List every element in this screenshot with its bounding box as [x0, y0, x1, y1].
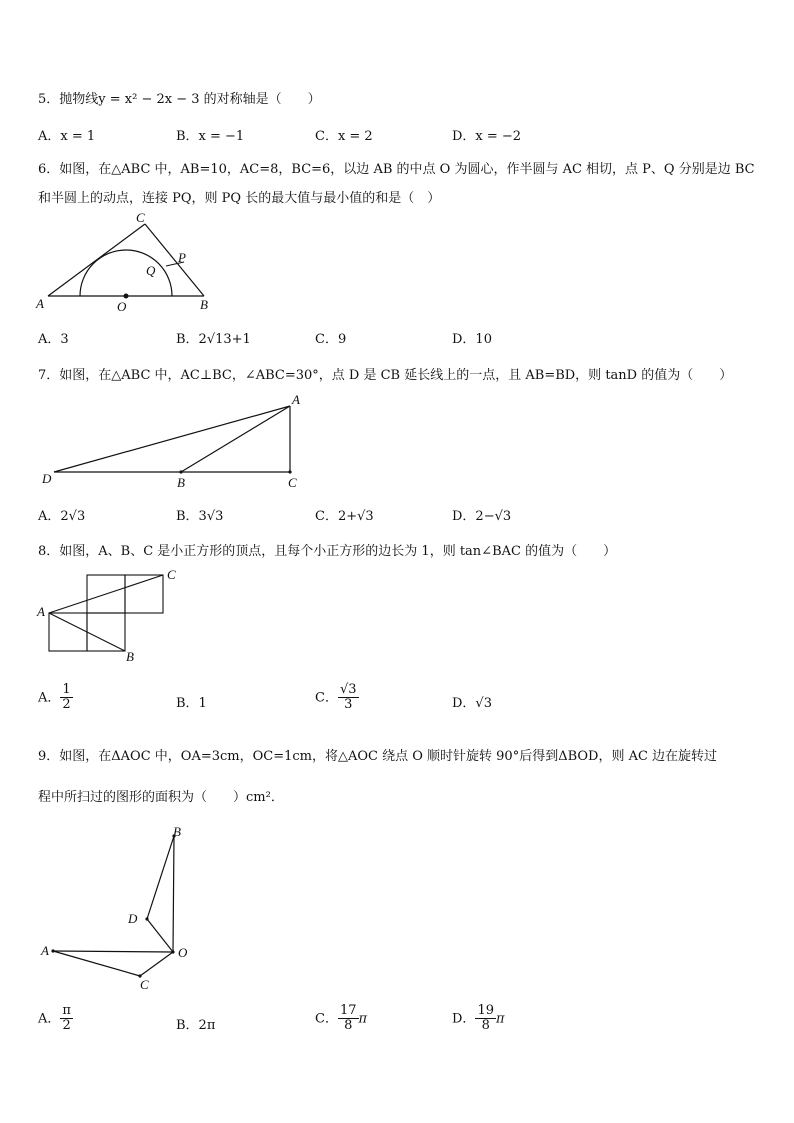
q9-segment-db — [147, 836, 174, 919]
q9-label-a: A — [41, 943, 49, 958]
q9-label-d: D — [128, 911, 138, 926]
q7-figure — [36, 392, 316, 492]
q7-option-d[interactable]: D．2−√3 — [452, 509, 512, 524]
q6-option-a[interactable]: A．3 — [38, 332, 69, 347]
q9-label-b: B — [173, 824, 181, 839]
q9-segment-co — [140, 952, 173, 976]
q9-option-b[interactable]: B．2π — [176, 1018, 216, 1033]
q8-option-c-fraction: $\frac{√3}{3}$ — [339, 682, 357, 713]
q6-option-b[interactable]: B．2√13+1 — [176, 332, 251, 347]
q6-figure — [30, 210, 230, 315]
q5-option-a[interactable]: A．x = 1 — [38, 129, 96, 144]
q7-option-b[interactable]: B．3√3 — [176, 509, 224, 524]
q9-label-c: C — [140, 977, 149, 992]
q9-stem-line1: 9．如图，在ΔAOC 中，OA=3cm，OC=1cm，将△AOC 绕点 O 顺时针旋转 90°后得到ΔBOD，则 AC 边在旋转过 — [38, 749, 718, 764]
q7-segment-ad — [54, 406, 290, 472]
q8-square-top-2 — [125, 575, 163, 613]
q9-option-a-fraction: $\frac{\pi}{2}$ — [62, 1003, 71, 1034]
q6-semicircle — [80, 250, 172, 296]
q8-label-a: A — [37, 604, 45, 619]
q9-segment-ao — [53, 951, 173, 952]
q8-segment-ac — [49, 575, 163, 613]
q8-option-b[interactable]: B．1 — [176, 696, 207, 711]
q9-option-a[interactable]: A． $\frac{\pi}{2}$ — [38, 1003, 71, 1034]
q8-option-d[interactable]: D．√3 — [452, 696, 492, 711]
q6-label-q: Q — [146, 263, 156, 278]
q8-label-b: B — [126, 649, 134, 664]
q6-point-o — [124, 294, 129, 299]
q6-label-p: P — [178, 250, 186, 265]
q6-stem-line2: 和半圆上的动点，连接 PQ，则 PQ 长的最大值与最小值的和是（ ） — [38, 191, 441, 206]
q7-segment-ab — [181, 406, 290, 472]
q7-label-b: B — [177, 475, 185, 490]
q5-option-d[interactable]: D．x = −2 — [452, 129, 522, 144]
q9-segment-do — [147, 919, 173, 952]
q6-stem-line1: 6．如图，在△ABC 中，AB=10，AC=8，BC=6，以边 AB 的中点 O 为圆心，作半圆与 AC 相切，点 P、Q 分别是边 BC — [38, 162, 755, 177]
q6-label-b: B — [200, 297, 208, 312]
q8-square-bottom-2 — [87, 613, 125, 651]
q9-option-d[interactable]: D． $\frac{19}{8}$ π — [452, 1003, 505, 1034]
q9-stem-line2: 程中所扫过的图形的面积为（ ）cm²． — [38, 790, 284, 805]
q6-option-c[interactable]: C．9 — [315, 332, 347, 347]
q7-option-a[interactable]: A．2√3 — [38, 509, 86, 524]
q6-option-d[interactable]: D．10 — [452, 332, 492, 347]
q9-option-d-fraction: $\frac{19}{8}$ — [477, 1003, 494, 1034]
q9-option-c-fraction: $\frac{17}{8}$ — [339, 1003, 357, 1034]
q9-label-o: O — [178, 945, 188, 960]
q6-label-a: A — [36, 296, 44, 311]
q7-stem: 7．如图，在△ABC 中，AC⊥BC，∠ABC=30°，点 D 是 CB 延长线上的一点，且 AB=BD，则 tanD 的值为（ ） — [38, 368, 733, 383]
q8-option-a-fraction: $\frac{1}{2}$ — [62, 682, 71, 713]
q5-stem: 5．抛物线y = x² − 2x − 3 的对称轴是（ ） — [38, 92, 321, 107]
q8-figure — [36, 565, 196, 665]
q9-segment-ac — [53, 951, 140, 976]
q8-option-c[interactable]: C． $\frac{√3}{3}$ — [315, 682, 357, 713]
q8-square-bottom-1 — [49, 613, 87, 651]
q6-label-c: C — [136, 210, 145, 225]
q8-label-c: C — [167, 567, 176, 582]
q8-option-a[interactable]: A． $\frac{1}{2}$ — [38, 682, 71, 713]
q7-label-d: D — [42, 471, 52, 486]
q9-segment-ob — [173, 836, 174, 952]
q7-option-c[interactable]: C．2+√3 — [315, 509, 374, 524]
q6-label-o: O — [117, 299, 127, 314]
q9-figure — [36, 822, 206, 992]
q5-option-c[interactable]: C．x = 2 — [315, 129, 373, 144]
q9-option-c[interactable]: C． $\frac{17}{8}$ π — [315, 1003, 368, 1034]
q7-label-a: A — [292, 392, 300, 407]
q5-option-b[interactable]: B．x = −1 — [176, 129, 245, 144]
q7-label-c: C — [288, 475, 297, 490]
q8-stem: 8．如图，A、B、C 是小正方形的顶点，且每个小正方形的边长为 1，则 tan∠BAC 的值为（ ） — [38, 544, 617, 559]
